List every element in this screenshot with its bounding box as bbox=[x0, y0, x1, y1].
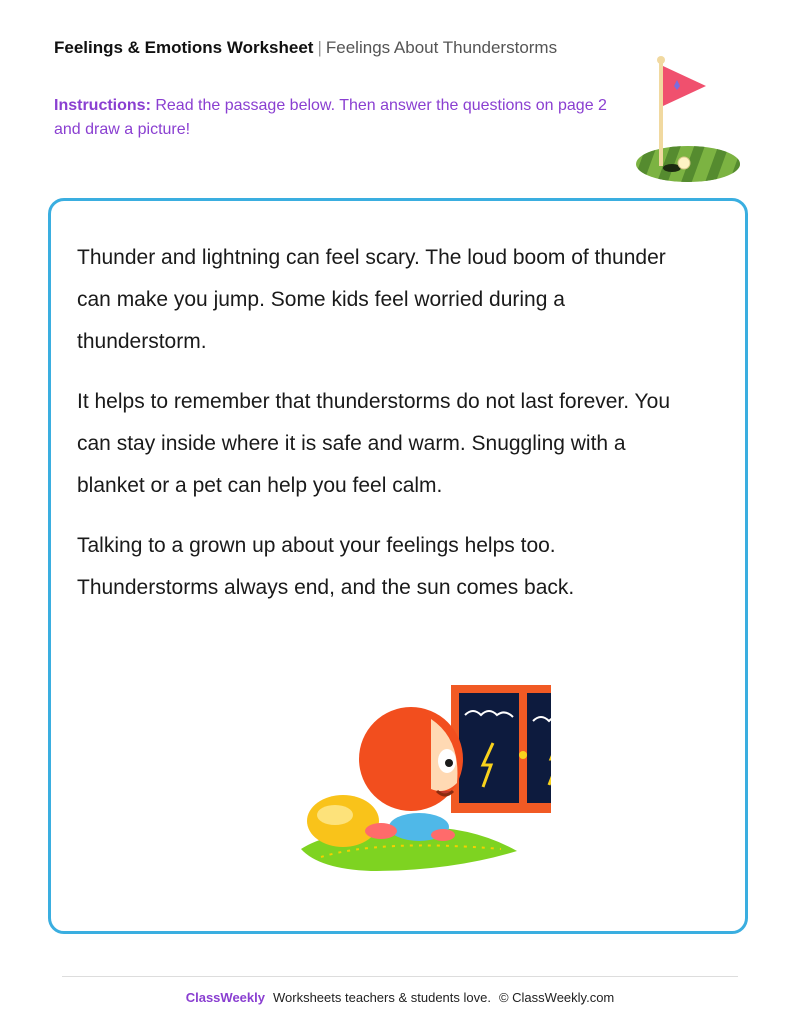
worksheet-subtitle: Feelings About Thunderstorms bbox=[325, 38, 558, 57]
footer-copyright: © ClassWeekly.com bbox=[498, 990, 615, 1005]
instructions-label: Instructions: bbox=[54, 97, 151, 114]
footer-brand: ClassWeekly bbox=[185, 990, 265, 1005]
passage-paragraph-3: Talking to a grown up about your feelings helps too. Thunderstorms always end, and the sun comes back. bbox=[77, 534, 575, 599]
passage-box bbox=[48, 198, 748, 934]
worksheet-header bbox=[54, 38, 557, 58]
instructions-text: Read the passage below. Then answer the questions on page 2 and draw a picture! bbox=[54, 97, 607, 138]
worksheet-title: Feelings & Emotions Worksheet bbox=[54, 38, 314, 57]
footer-tagline: Worksheets teachers & students love. bbox=[272, 990, 491, 1005]
instructions bbox=[54, 94, 614, 142]
golf-flag-icon bbox=[630, 50, 750, 190]
reading-passage bbox=[77, 237, 697, 627]
passage-paragraph-1: Thunder and lightning can feel scary. The loud boom of thunder can make you jump. Some kids feel worried during a thunderstorm. bbox=[77, 246, 666, 353]
footer-divider bbox=[62, 976, 738, 977]
header-separator: | bbox=[317, 38, 322, 57]
page-footer bbox=[0, 990, 800, 1005]
child-watching-storm-illustration bbox=[261, 679, 551, 879]
passage-paragraph-2: It helps to remember that thunderstorms do not last forever. You can stay inside where it is safe and warm. Snuggling with a blanket or a pet can help you feel calm. bbox=[77, 390, 670, 497]
